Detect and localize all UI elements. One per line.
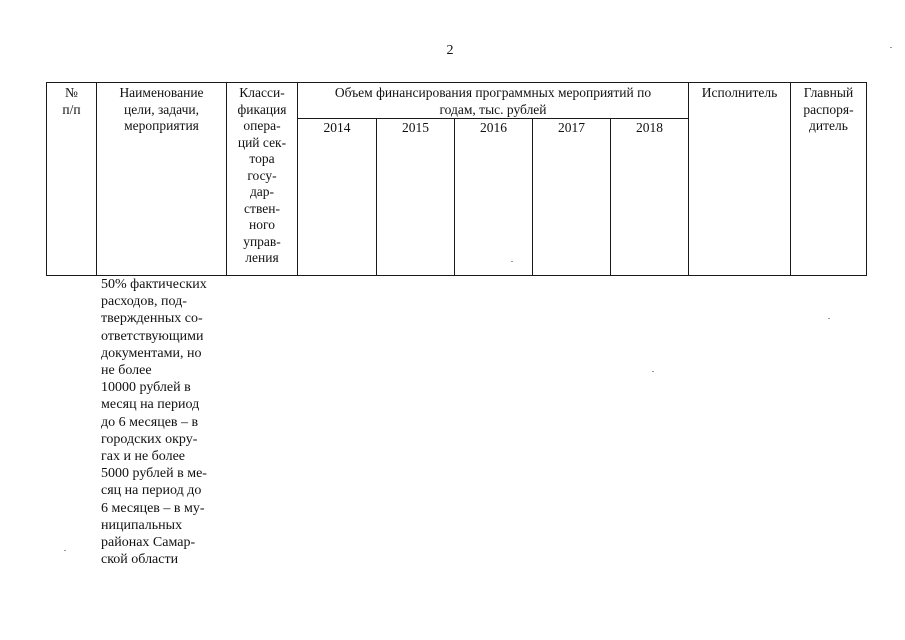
header-classification: Класси- фикация опера- ций сек- тора госу- дар- ствен- ного управ- ления [237, 85, 287, 265]
header-financing: Объем финансирования программных мероприятий по годам, тыс. рублей [334, 85, 652, 117]
header-year-2016: 2016 [480, 120, 507, 135]
header-name: Наименование цели, задачи, мероприятия [119, 85, 204, 133]
row-continuation-text: 50% фактических расходов, под- твержденных со- ответствующими документами, но не более 10000 рублей в месяц на период до 6 месяцев – в городских окру- гах и не более 5000 рублей в ме- сяц на период до 6 месяцев – в му- ниципальных районах Самар- ской области [101, 277, 207, 568]
col-divider-4 [376, 118, 377, 276]
page-number: 2 [446, 43, 454, 58]
years-divider [297, 118, 688, 119]
scan-speck [890, 47, 892, 48]
header-year-2014: 2014 [323, 120, 351, 135]
scan-speck [652, 371, 654, 372]
header-year-2015: 2015 [402, 120, 429, 135]
header-year-2018: 2018 [636, 120, 663, 135]
header-chief-manager: Главный распоря- дитель [803, 85, 854, 133]
col-divider-6 [532, 118, 533, 276]
scan-speck [828, 318, 830, 319]
table-border-top [46, 82, 867, 83]
col-divider-5 [454, 118, 455, 276]
scan-speck [511, 261, 513, 262]
header-executor: Исполнитель [701, 85, 778, 100]
scan-speck [64, 550, 66, 551]
col-divider-7 [610, 118, 611, 276]
header-number: № п/п [62, 85, 81, 117]
header-year-2017: 2017 [558, 120, 585, 135]
